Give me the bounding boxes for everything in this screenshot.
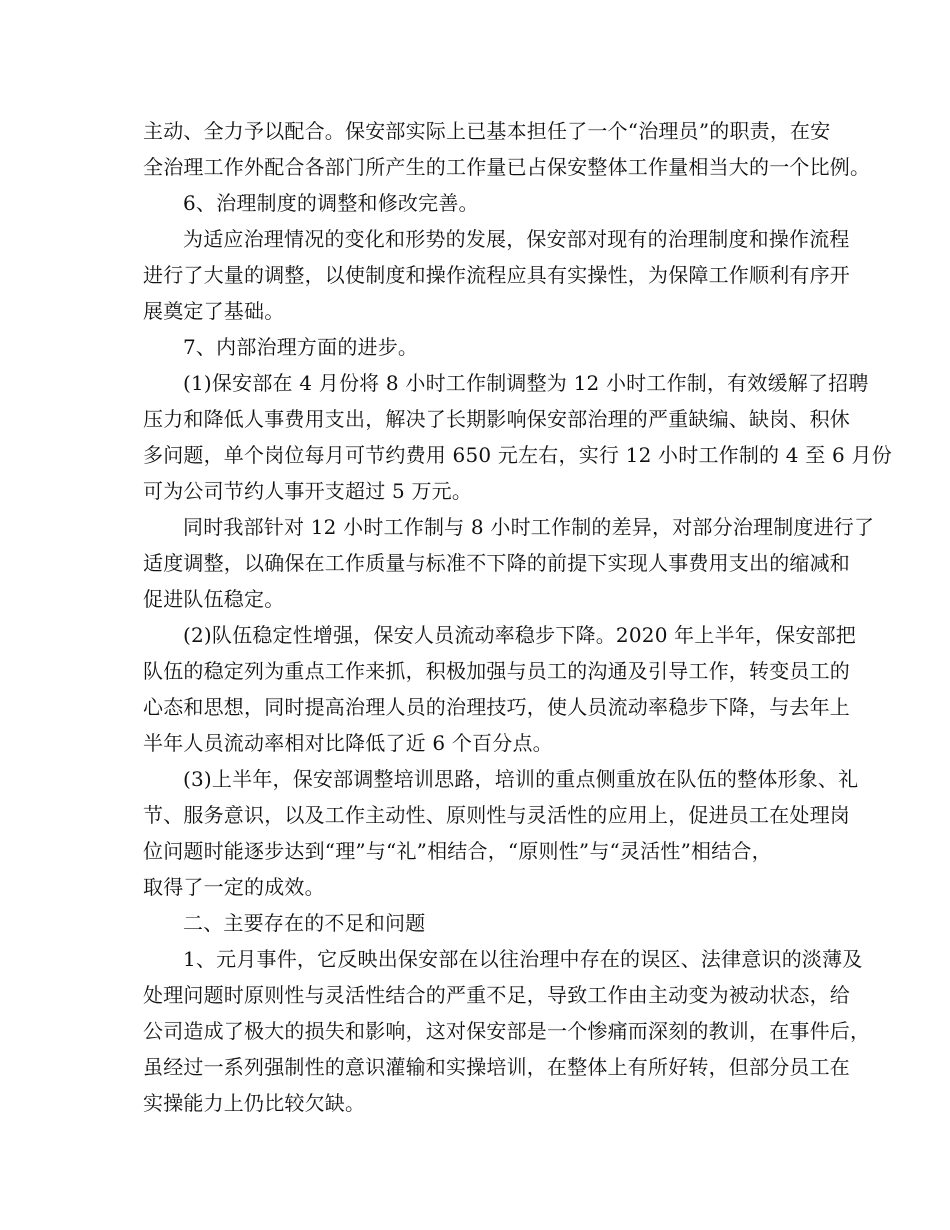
text-line: 虽经过一系列强制性的意识灌输和实操培训，在整体上有所好转，但部分员工在	[143, 1055, 850, 1079]
section-heading: 6、治理制度的调整和修改完善。	[183, 191, 479, 215]
text-line: 处理问题时原则性与灵活性结合的严重不足，导致工作由主动变为被动状态，给	[143, 983, 850, 1007]
text-line: 实操能力上仍比较欠缺。	[143, 1091, 366, 1115]
text-line: 节、服务意识，以及工作主动性、原则性与灵活性的应用上，促进员工在处理岗	[143, 803, 850, 827]
text-line: 位问题时能逐步达到“理”与“礼”相结合，“原则性”与“灵活性”相结合，	[143, 839, 772, 863]
section-heading: 二、主要存在的不足和问题	[183, 911, 426, 935]
text-line: 多问题，单个岗位每月可节约费用 650 元左右，实行 12 小时工作制的 4 至 6 月份	[143, 443, 892, 467]
text-line: 压力和降低人事费用支出，解决了长期影响保安部治理的严重缺编、缺岗、积休	[143, 407, 850, 431]
text-line: 同时我部针对 12 小时工作制与 8 小时工作制的差异，对部分治理制度进行了	[183, 515, 875, 539]
text-line: 半年人员流动率相对比降低了近 6 个百分点。	[143, 731, 553, 755]
text-line: 展奠定了基础。	[143, 299, 285, 323]
text-line: 取得了一定的成效。	[143, 875, 325, 899]
text-line: (2)队伍稳定性增强，保安人员流动率稳步下降。2020 年上半年，保安部把	[183, 623, 856, 647]
text-line: (1)保安部在 4 月份将 8 小时工作制调整为 12 小时工作制，有效缓解了招聘	[183, 371, 869, 395]
document-body	[143, 113, 892, 1121]
text-line: 全治理工作外配合各部门所产生的工作量已占保安整体工作量相当大的一个比例。	[143, 155, 871, 179]
text-line: 队伍的稳定列为重点工作来抓，积极加强与员工的沟通及引导工作，转变员工的	[143, 659, 850, 683]
text-line: 可为公司节约人事开支超过 5 万元。	[143, 479, 473, 503]
text-line: 心态和思想，同时提高治理人员的治理技巧，使人员流动率稳步下降，与去年上	[143, 695, 850, 719]
section-heading: 7、内部治理方面的进步。	[183, 335, 419, 359]
text-line: 促进队伍稳定。	[143, 587, 285, 611]
text-line: 进行了大量的调整，以使制度和操作流程应具有实操性，为保障工作顺利有序开	[143, 263, 850, 287]
text-line: 1、元月事件，它反映出保安部在以往治理中存在的误区、法律意识的淡薄及	[183, 947, 863, 971]
text-line: 适度调整，以确保在工作质量与标准不下降的前提下实现人事费用支出的缩减和	[143, 551, 850, 575]
text-line: (3)上半年，保安部调整培训思路，培训的重点侧重放在队伍的整体形象、礼	[183, 767, 859, 791]
text-line: 为适应治理情况的变化和形势的发展，保安部对现有的治理制度和操作流程	[183, 227, 850, 251]
text-line: 主动、全力予以配合。保安部实际上已基本担任了一个“治理员”的职责，在安	[143, 119, 831, 143]
text-line: 公司造成了极大的损失和影响，这对保安部是一个惨痛而深刻的教训，在事件后，	[143, 1019, 871, 1043]
